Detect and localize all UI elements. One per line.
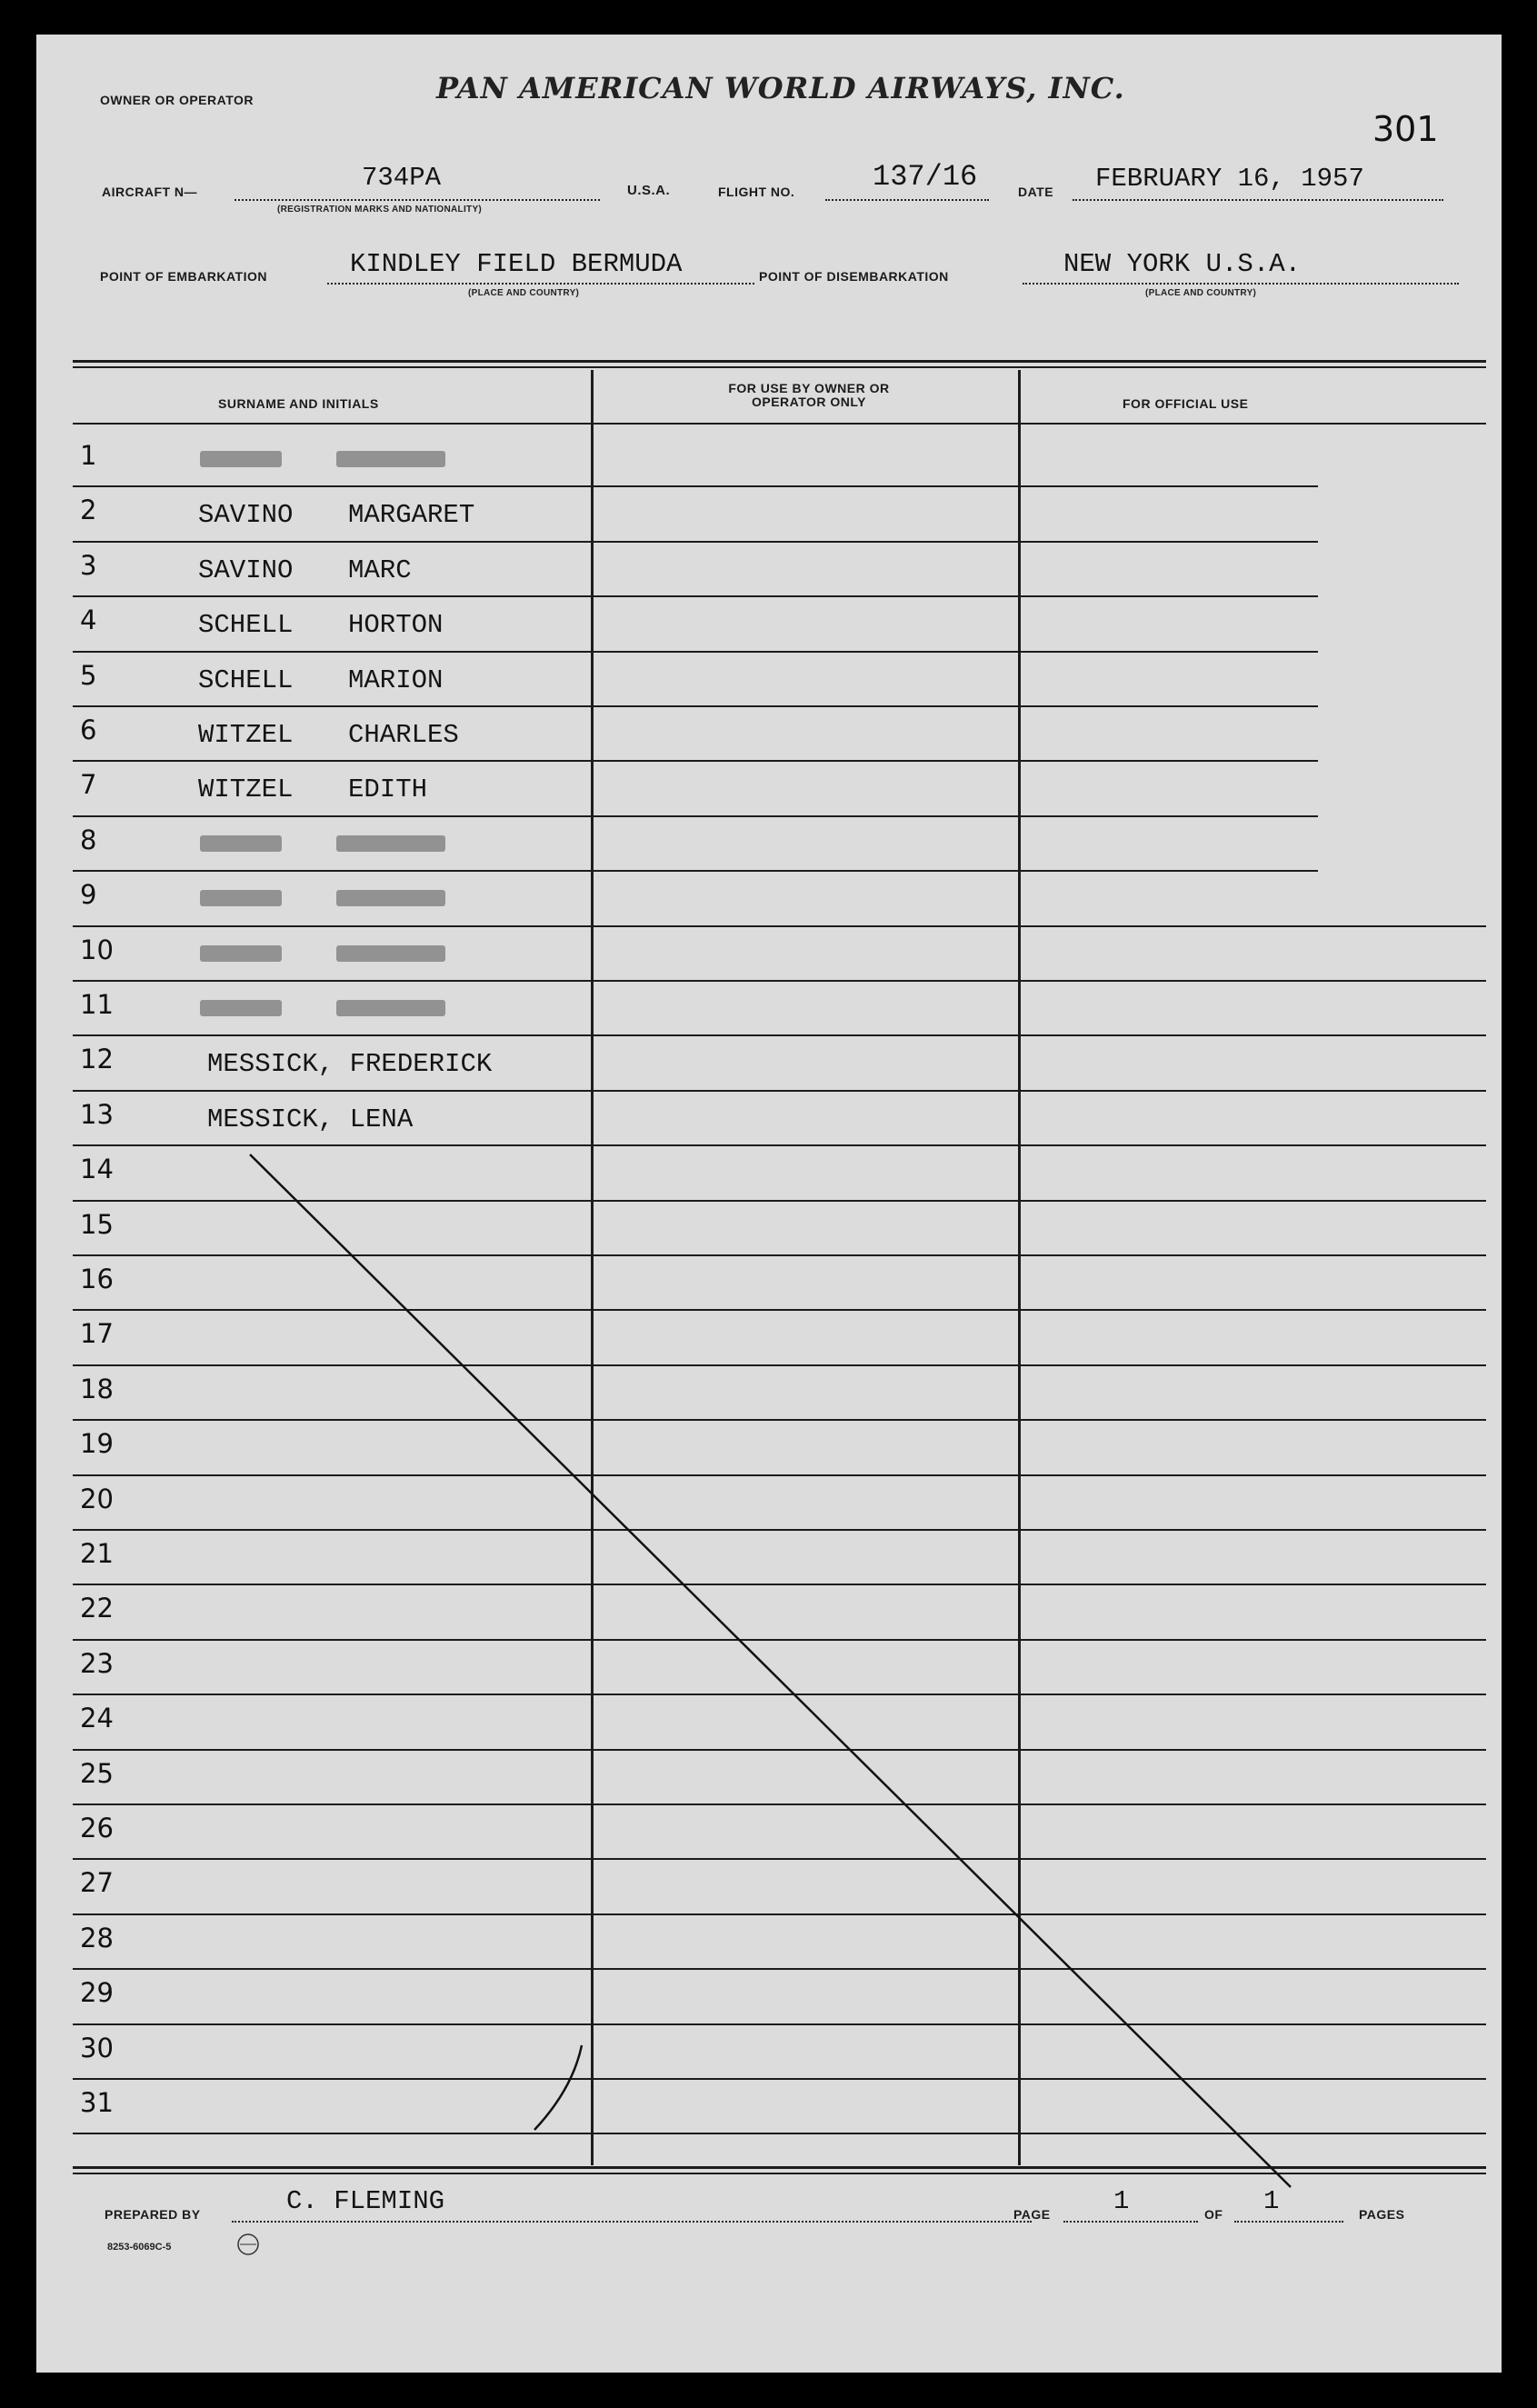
passenger-given-name: EDITH <box>348 774 428 805</box>
page-value: 1 <box>1113 2186 1130 2216</box>
col-official-header: FOR OFFICIAL USE <box>1123 396 1249 411</box>
row-number: 6 <box>80 714 97 745</box>
row-number: 27 <box>80 1867 114 1899</box>
usa-label: U.S.A. <box>627 183 671 198</box>
row-number: 31 <box>80 2087 114 2118</box>
row-number: 23 <box>80 1647 114 1679</box>
row-number: 20 <box>80 1483 114 1514</box>
flight-value: 137/16 <box>873 160 978 194</box>
row-number: 12 <box>80 1044 114 1075</box>
disembark-label: POINT OF DISEMBARKATION <box>759 269 949 284</box>
row-number: 18 <box>80 1373 114 1404</box>
row-number: 5 <box>80 659 97 691</box>
prepared-value: C. FLEMING <box>286 2186 445 2216</box>
pages-label: PAGES <box>1359 2207 1405 2222</box>
embark-label: POINT OF EMBARKATION <box>100 269 267 284</box>
row-number: 24 <box>80 1703 114 1734</box>
col-owner-header: FOR USE BY OWNER OR OPERATOR ONLY <box>728 381 890 409</box>
row-number: 7 <box>80 769 97 801</box>
date-label: DATE <box>1018 185 1054 199</box>
row-number: 14 <box>80 1154 114 1185</box>
row-number: 16 <box>80 1264 114 1294</box>
passenger-surname: SAVINO <box>198 500 294 531</box>
manifest-page <box>36 35 1502 2373</box>
passenger-given-name: MARC <box>348 555 412 585</box>
embark-sub: (PLACE AND COUNTRY) <box>468 288 580 298</box>
row-number: 2 <box>80 495 97 526</box>
form-code: 8253-6069C-5 <box>107 2242 172 2253</box>
row-number: 22 <box>80 1593 114 1624</box>
passenger-surname: SCHELL <box>198 610 294 641</box>
flight-label: FLIGHT NO. <box>718 185 795 199</box>
row-number: 30 <box>80 2032 114 2063</box>
page-number: 301 <box>1372 109 1439 149</box>
row-number: 3 <box>80 549 97 581</box>
row-number: 13 <box>80 1098 114 1130</box>
of-value: 1 <box>1263 2186 1280 2216</box>
passenger-surname: MESSICK, FREDERICK <box>207 1049 493 1080</box>
prepared-underline <box>232 2221 1032 2223</box>
aircraft-value: 734PA <box>362 163 442 193</box>
row-number: 19 <box>80 1428 114 1460</box>
passenger-surname: WITZEL <box>198 720 294 750</box>
row-number: 10 <box>80 934 114 965</box>
row-number: 26 <box>80 1813 114 1843</box>
row-number: 17 <box>80 1318 114 1350</box>
row-number: 11 <box>80 989 114 1020</box>
of-underline <box>1234 2221 1343 2223</box>
date-value: FEBRUARY 16, 1957 <box>1095 164 1364 194</box>
printed-in-usa-mark <box>227 2233 269 2256</box>
of-label: OF <box>1204 2207 1223 2222</box>
passenger-surname: SCHELL <box>198 664 294 695</box>
disembark-sub: (PLACE AND COUNTRY) <box>1145 288 1257 298</box>
row-number: 25 <box>80 1757 114 1789</box>
void-diagonal-line <box>36 35 1502 2373</box>
prepared-label: PREPARED BY <box>105 2207 201 2222</box>
passenger-given-name: MARGARET <box>348 500 475 531</box>
page-label: PAGE <box>1013 2207 1051 2222</box>
row-number: 28 <box>80 1922 114 1953</box>
page-underline <box>1063 2221 1198 2223</box>
owner-label: OWNER OR OPERATOR <box>100 93 254 107</box>
passenger-surname: WITZEL <box>198 774 294 805</box>
row-number: 21 <box>80 1538 114 1569</box>
row-number: 15 <box>80 1208 114 1240</box>
passenger-surname: SAVINO <box>198 555 294 585</box>
operator-name: PAN AMERICAN WORLD AIRWAYS, INC. <box>436 71 1125 105</box>
row-number: 4 <box>80 604 97 636</box>
col-surname-header: SURNAME AND INITIALS <box>218 396 379 411</box>
row-number: 29 <box>80 1977 114 2009</box>
passenger-given-name: MARION <box>348 664 444 695</box>
aircraft-label: AIRCRAFT N— <box>102 185 198 199</box>
passenger-surname: MESSICK, LENA <box>207 1104 414 1134</box>
row-number: 9 <box>80 879 97 911</box>
passenger-given-name: HORTON <box>348 610 444 641</box>
passenger-given-name: CHARLES <box>348 720 459 750</box>
aircraft-sub: (REGISTRATION MARKS AND NATIONALITY) <box>277 205 483 215</box>
row-number: 1 <box>80 440 97 471</box>
row-number: 8 <box>80 824 97 855</box>
disembark-value: NEW YORK U.S.A. <box>1063 249 1302 279</box>
embark-value: KINDLEY FIELD BERMUDA <box>350 249 683 279</box>
